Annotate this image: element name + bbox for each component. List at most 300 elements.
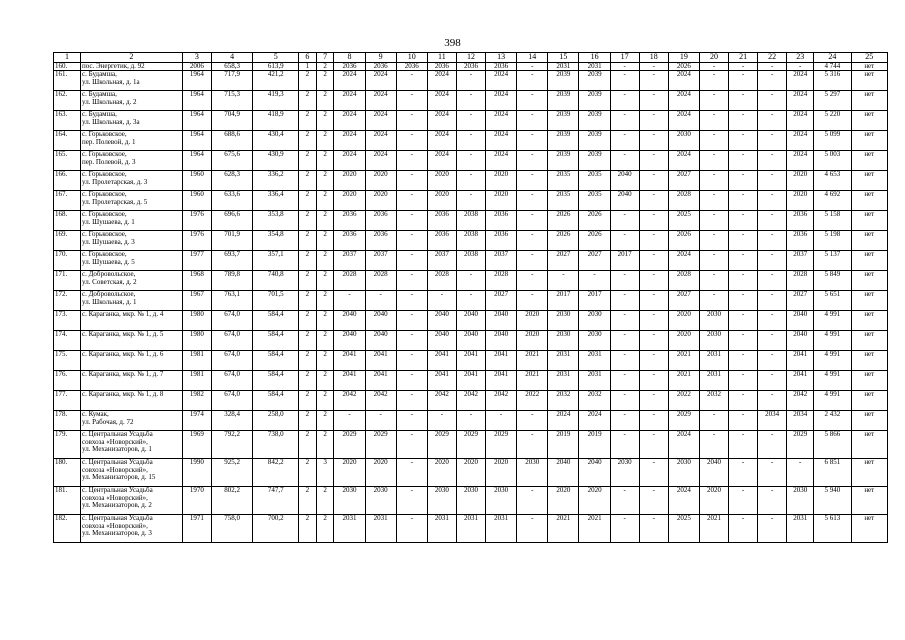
table-cell: 2026 <box>668 231 699 251</box>
table-cell: - <box>396 271 427 291</box>
table-cell: - <box>579 271 610 291</box>
table-cell: 2040 <box>427 331 456 351</box>
table-cell: 2025 <box>668 211 699 231</box>
table-cell: 2025 <box>668 515 699 543</box>
table-cell: 2041 <box>334 371 365 391</box>
table-row <box>54 351 888 371</box>
table-cell: - <box>396 391 427 411</box>
column-header: 14 <box>517 53 548 63</box>
table-cell: 1964 <box>182 71 211 91</box>
table-cell: - <box>517 211 548 231</box>
table-cell: - <box>396 351 427 371</box>
table-cell: 2 <box>299 459 317 487</box>
table-cell: - <box>610 311 639 331</box>
table-cell: 2024 <box>486 71 517 91</box>
table-cell: - <box>639 391 668 411</box>
table-cell: - <box>758 211 787 231</box>
table-cell: - <box>427 411 456 431</box>
table-cell: 2030 <box>668 131 699 151</box>
table-cell: нет <box>851 91 887 111</box>
table-cell: - <box>699 251 728 271</box>
table-cell: - <box>639 251 668 271</box>
table-cell: - <box>758 487 787 515</box>
table-cell: 2 <box>316 371 334 391</box>
table-cell: 2036 <box>334 231 365 251</box>
table-cell: 2 <box>299 311 317 331</box>
table-cell: 2021 <box>668 351 699 371</box>
table-cell: 658,3 <box>211 63 253 71</box>
table-cell: - <box>639 191 668 211</box>
table-cell: 2 <box>299 371 317 391</box>
table-cell: 2024 <box>579 411 610 431</box>
table-cell: 2020 <box>365 171 396 191</box>
table-cell: 2020 <box>456 459 485 487</box>
table-cell: 2017 <box>579 291 610 311</box>
table-cell: 2035 <box>548 171 579 191</box>
row-number-cell: 177. <box>54 391 81 411</box>
table-cell: 2024 <box>365 131 396 151</box>
table-cell: 2 <box>299 351 317 371</box>
table-cell: 674,0 <box>211 391 253 411</box>
table-cell: 2029 <box>365 431 396 459</box>
table-cell: 5 099 <box>814 131 851 151</box>
table-cell: 2020 <box>486 171 517 191</box>
table-cell: 2041 <box>456 371 485 391</box>
table-cell: 2 432 <box>814 411 851 431</box>
table-cell: 2030 <box>579 311 610 331</box>
column-header: 10 <box>396 53 427 63</box>
table-row <box>54 63 888 71</box>
table-cell: 693,7 <box>211 251 253 271</box>
table-cell: 700,2 <box>253 515 299 543</box>
table-cell: 2035 <box>548 191 579 211</box>
table-cell: 2031 <box>787 515 814 543</box>
table-cell: 584,4 <box>253 311 299 331</box>
address-cell: с. Горьковское, ул. Пролетарская, д. 3 <box>81 171 183 191</box>
table-cell: 2 <box>299 271 317 291</box>
table-cell: - <box>758 171 787 191</box>
address-cell: с. Будамша, ул. Школьная, д. 2 <box>81 91 183 111</box>
table-cell: - <box>699 291 728 311</box>
table-cell: - <box>334 411 365 431</box>
table-row <box>54 91 888 111</box>
table-cell: нет <box>851 251 887 271</box>
table-row <box>54 487 888 515</box>
table-cell: - <box>610 91 639 111</box>
table-cell: 1968 <box>182 271 211 291</box>
table-cell: 2037 <box>787 251 814 271</box>
table-cell: 2031 <box>699 351 728 371</box>
table-cell: - <box>729 211 758 231</box>
table-cell: 2029 <box>427 431 456 459</box>
table-cell: 2027 <box>486 291 517 311</box>
table-cell: 2024 <box>486 151 517 171</box>
table-cell: - <box>787 459 814 487</box>
table-cell: 674,0 <box>211 331 253 351</box>
table-cell: - <box>758 251 787 271</box>
table-cell: 633,6 <box>211 191 253 211</box>
address-cell: с. Горьковское, ул. Пролетарская, д. 5 <box>81 191 183 211</box>
table-cell: 2 <box>316 171 334 191</box>
address-cell: с. Добровольское, ул. Советская, д. 2 <box>81 271 183 291</box>
table-cell: 2040 <box>787 331 814 351</box>
table-cell: 2024 <box>365 151 396 171</box>
table-cell: 2036 <box>486 63 517 71</box>
table-cell: 1964 <box>182 151 211 171</box>
row-number-cell: 181. <box>54 487 81 515</box>
table-cell: 584,4 <box>253 391 299 411</box>
table-cell: 2024 <box>334 131 365 151</box>
table-cell: - <box>610 391 639 411</box>
table-cell: нет <box>851 71 887 91</box>
table-cell: - <box>699 171 728 191</box>
address-cell: с. Караганка, мкр. № 1, д. 5 <box>81 331 183 351</box>
table-cell: 2 <box>299 151 317 171</box>
table-cell: 2026 <box>579 231 610 251</box>
table-cell: 2029 <box>486 431 517 459</box>
table-cell: 2024 <box>668 111 699 131</box>
table-cell: - <box>517 487 548 515</box>
row-number-cell: 172. <box>54 291 81 311</box>
table-row <box>54 371 888 391</box>
column-header: 18 <box>639 53 668 63</box>
table-cell: 2038 <box>456 231 485 251</box>
table-cell: - <box>699 71 728 91</box>
table-cell: - <box>610 71 639 91</box>
table-cell: 2040 <box>334 311 365 331</box>
table-body <box>54 63 888 543</box>
table-cell: 2042 <box>486 391 517 411</box>
table-cell: - <box>729 151 758 171</box>
table-cell: 421,2 <box>253 71 299 91</box>
address-cell: с. Караганка, мкр. № 1, д. 6 <box>81 351 183 371</box>
table-cell: нет <box>851 411 887 431</box>
row-number-cell: 182. <box>54 515 81 543</box>
table-row <box>54 171 888 191</box>
table-cell: 2020 <box>365 459 396 487</box>
table-cell: - <box>639 231 668 251</box>
table-cell: - <box>639 331 668 351</box>
table-cell: 2041 <box>365 351 396 371</box>
column-header: 16 <box>579 53 610 63</box>
table-cell: 2024 <box>334 111 365 131</box>
table-cell: 4 991 <box>814 311 851 331</box>
table-cell: 5 297 <box>814 91 851 111</box>
table-cell: нет <box>851 291 887 311</box>
table-cell: - <box>396 459 427 487</box>
table-cell: 2039 <box>579 111 610 131</box>
table-cell: 1971 <box>182 515 211 543</box>
table-row <box>54 251 888 271</box>
table-cell: - <box>456 71 485 91</box>
table-cell: 1970 <box>182 487 211 515</box>
table-cell: 2038 <box>456 251 485 271</box>
table-cell: 2 <box>316 231 334 251</box>
table-cell: 1964 <box>182 111 211 131</box>
table-cell: 1976 <box>182 211 211 231</box>
table-cell: - <box>699 431 728 459</box>
table-cell: нет <box>851 351 887 371</box>
table-cell: 2024 <box>427 111 456 131</box>
table-cell: 2035 <box>579 191 610 211</box>
table-cell: 2036 <box>486 211 517 231</box>
table-cell: 2 <box>299 487 317 515</box>
table-cell: 2036 <box>427 231 456 251</box>
address-cell: с. Горьковское, ул. Шушаева, д. 1 <box>81 211 183 231</box>
table-cell: 2020 <box>427 171 456 191</box>
table-cell: - <box>639 411 668 431</box>
table-cell: - <box>699 231 728 251</box>
table-cell: - <box>610 271 639 291</box>
table-cell: 1967 <box>182 291 211 311</box>
table-cell: 4 991 <box>814 371 851 391</box>
column-header: 3 <box>182 53 211 63</box>
table-cell: 2020 <box>787 191 814 211</box>
table-cell: - <box>729 291 758 311</box>
table-cell: 2039 <box>579 131 610 151</box>
table-row <box>54 71 888 91</box>
table-cell: - <box>639 111 668 131</box>
column-header: 17 <box>610 53 639 63</box>
table-cell: 2 <box>299 431 317 459</box>
table-cell: 2040 <box>365 311 396 331</box>
table-row <box>54 291 888 311</box>
table-cell: - <box>639 151 668 171</box>
table-cell: 4 653 <box>814 171 851 191</box>
address-cell: с. Будамша, ул. Школьная, д. 1а <box>81 71 183 91</box>
table-cell: 2 <box>299 171 317 191</box>
table-cell: 2027 <box>548 251 579 271</box>
table-cell: 4 991 <box>814 331 851 351</box>
table-cell: 2037 <box>334 251 365 271</box>
table-cell: 2040 <box>548 459 579 487</box>
column-header: 1 <box>54 53 81 63</box>
table-cell: 704,9 <box>211 111 253 131</box>
table-cell: 2030 <box>427 487 456 515</box>
table-cell: - <box>427 291 456 311</box>
table-cell: 357,1 <box>253 251 299 271</box>
table-cell: 2 <box>316 391 334 411</box>
table-cell: 2040 <box>610 171 639 191</box>
table-cell: 2029 <box>787 431 814 459</box>
column-header: 24 <box>814 53 851 63</box>
table-cell: - <box>334 291 365 311</box>
table-cell: 2028 <box>334 271 365 291</box>
table-cell: - <box>517 111 548 131</box>
table-cell: нет <box>851 151 887 171</box>
table-cell: 2036 <box>365 63 396 71</box>
table-cell: - <box>729 111 758 131</box>
table-cell: 2039 <box>548 151 579 171</box>
table-cell: - <box>729 411 758 431</box>
table-cell: 2029 <box>668 411 699 431</box>
table-cell: 2028 <box>668 191 699 211</box>
table-cell: нет <box>851 331 887 351</box>
column-header: 13 <box>486 53 517 63</box>
row-number-cell: 173. <box>54 311 81 331</box>
table-cell: 2030 <box>486 487 517 515</box>
table-cell: 2026 <box>579 211 610 231</box>
table-cell: 2039 <box>548 71 579 91</box>
table-cell: - <box>639 71 668 91</box>
table-cell: 6 851 <box>814 459 851 487</box>
table-cell: - <box>456 171 485 191</box>
table-cell: 696,6 <box>211 211 253 231</box>
table-cell: 2 <box>316 351 334 371</box>
table-cell: 2024 <box>486 91 517 111</box>
table-cell: 2021 <box>517 371 548 391</box>
table-cell: - <box>729 515 758 543</box>
table-cell: - <box>758 71 787 91</box>
table-cell: - <box>729 91 758 111</box>
table-cell: - <box>396 411 427 431</box>
table-cell: 2030 <box>787 487 814 515</box>
table-cell: - <box>610 151 639 171</box>
table-cell: - <box>610 431 639 459</box>
table-cell: 2 <box>316 311 334 331</box>
table-cell: 2040 <box>486 331 517 351</box>
table-cell: нет <box>851 131 887 151</box>
table-cell: - <box>758 111 787 131</box>
table-cell: - <box>639 515 668 543</box>
address-cell: с. Караганка, мкр. № 1, д. 8 <box>81 391 183 411</box>
table-cell: 2017 <box>548 291 579 311</box>
table-cell: 2 <box>316 71 334 91</box>
table-cell: 2020 <box>365 191 396 211</box>
address-cell: с. Горьковское, пер. Полевой, д. 3 <box>81 151 183 171</box>
table-cell: - <box>699 411 728 431</box>
table-cell: 758,0 <box>211 515 253 543</box>
table-cell: - <box>758 151 787 171</box>
address-cell: с. Кумак, ул. Рабочая, д. 72 <box>81 411 183 431</box>
row-number-cell: 161. <box>54 71 81 91</box>
table-cell: нет <box>851 371 887 391</box>
table-cell: 2 <box>299 291 317 311</box>
table-cell: 1960 <box>182 191 211 211</box>
table-cell: 717,9 <box>211 71 253 91</box>
table-cell: нет <box>851 171 887 191</box>
table-cell: - <box>610 291 639 311</box>
row-number-cell: 163. <box>54 111 81 131</box>
table-cell: - <box>729 487 758 515</box>
address-cell: с. Горьковское, ул. Шушаева, д. 3 <box>81 231 183 251</box>
table-cell: 2030 <box>517 459 548 487</box>
table-cell: 2019 <box>548 431 579 459</box>
table-cell: - <box>456 411 485 431</box>
table-cell: - <box>758 271 787 291</box>
table-cell: 2036 <box>787 211 814 231</box>
table-cell: 2036 <box>396 63 427 71</box>
table-cell: 2041 <box>334 351 365 371</box>
row-number-cell: 171. <box>54 271 81 291</box>
table-cell: - <box>610 411 639 431</box>
table-cell: - <box>639 63 668 71</box>
row-number-cell: 180. <box>54 459 81 487</box>
table-cell: 2041 <box>787 371 814 391</box>
table-cell: - <box>365 291 396 311</box>
table-cell: 2 <box>316 91 334 111</box>
row-number-cell: 165. <box>54 151 81 171</box>
table-cell: - <box>396 111 427 131</box>
table-cell: - <box>396 131 427 151</box>
table-cell: 2 <box>316 271 334 291</box>
table-cell: 1976 <box>182 231 211 251</box>
table-cell: 2 <box>316 111 334 131</box>
table-cell: 1964 <box>182 131 211 151</box>
table-cell: - <box>758 291 787 311</box>
table-cell: 2029 <box>456 431 485 459</box>
address-cell: с. Горьковское, ул. Шушаева, д. 5 <box>81 251 183 271</box>
table-cell: 2022 <box>668 391 699 411</box>
table-row <box>54 131 888 151</box>
table-cell: нет <box>851 111 887 131</box>
table-cell: - <box>729 63 758 71</box>
table-cell: 2041 <box>456 351 485 371</box>
table-cell: 2 <box>299 515 317 543</box>
table-cell: 353,8 <box>253 211 299 231</box>
table-cell: - <box>517 515 548 543</box>
table-cell: 2027 <box>579 251 610 271</box>
column-header: 15 <box>548 53 579 63</box>
row-number-cell: 168. <box>54 211 81 231</box>
table-cell: 2024 <box>668 91 699 111</box>
table-cell: 1969 <box>182 431 211 459</box>
table-cell: 2040 <box>579 459 610 487</box>
table-cell: 5 866 <box>814 431 851 459</box>
column-header: 25 <box>851 53 887 63</box>
table-cell: 2021 <box>668 371 699 391</box>
table-cell: нет <box>851 311 887 331</box>
table-cell: 2021 <box>548 515 579 543</box>
row-number-cell: 176. <box>54 371 81 391</box>
table-cell: 2031 <box>548 371 579 391</box>
table-row <box>54 391 888 411</box>
table-cell: 2 <box>316 515 334 543</box>
table-cell: - <box>396 291 427 311</box>
table-cell: - <box>729 71 758 91</box>
table-cell: 2040 <box>486 311 517 331</box>
table-cell: 2020 <box>486 459 517 487</box>
table-cell: - <box>610 231 639 251</box>
table-cell: нет <box>851 515 887 543</box>
table-cell: 2036 <box>427 211 456 231</box>
table-cell: - <box>517 71 548 91</box>
table-cell: - <box>517 431 548 459</box>
table-cell: - <box>396 91 427 111</box>
table-cell: - <box>517 91 548 111</box>
table-cell: 2036 <box>427 63 456 71</box>
table-cell: - <box>396 231 427 251</box>
table-cell: 430,4 <box>253 131 299 151</box>
table-row <box>54 191 888 211</box>
table-cell: нет <box>851 391 887 411</box>
table-cell: 2021 <box>699 515 728 543</box>
table-cell: нет <box>851 459 887 487</box>
column-header: 9 <box>365 53 396 63</box>
column-header: 5 <box>253 53 299 63</box>
table-cell: 1980 <box>182 311 211 331</box>
table-cell: 5 849 <box>814 271 851 291</box>
row-number-cell: 175. <box>54 351 81 371</box>
table-cell: - <box>639 131 668 151</box>
table-cell: 2 <box>316 411 334 431</box>
table-cell: - <box>456 271 485 291</box>
table-cell: 2 <box>299 411 317 431</box>
table-cell: 1981 <box>182 351 211 371</box>
table-cell: 2024 <box>334 151 365 171</box>
table-cell: 2006 <box>182 63 211 71</box>
table-cell: - <box>639 291 668 311</box>
